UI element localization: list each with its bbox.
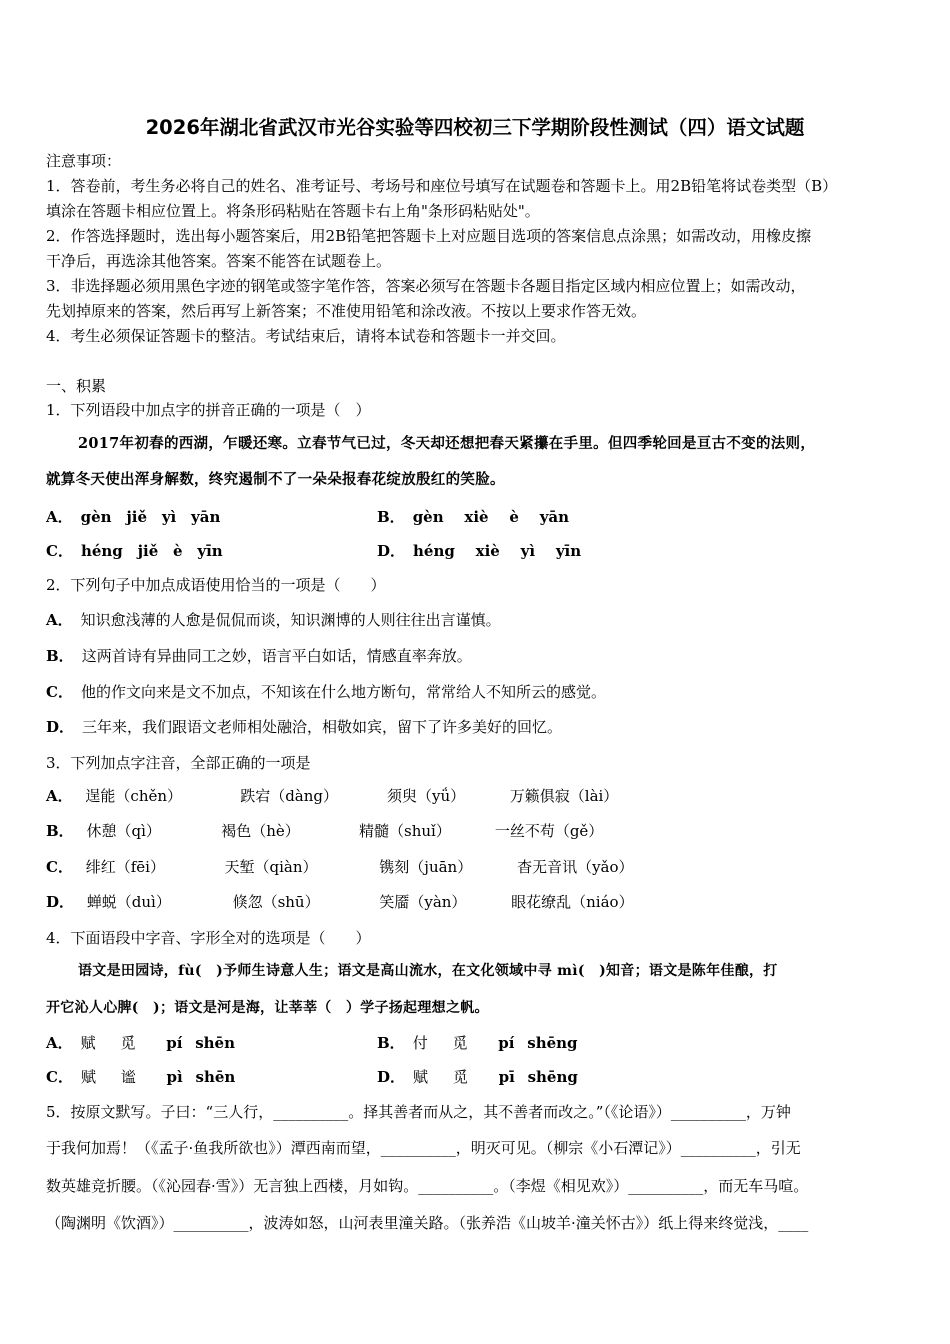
- option-item: 觅: [452, 1068, 468, 1086]
- pinyin: pí: [166, 1034, 183, 1052]
- option-text: 三年来，我们跟语文老师相处融洽，相敬如宾，留下了许多美好的回忆。: [82, 718, 563, 736]
- pinyin: yì: [161, 508, 177, 526]
- pinyin: yīn: [197, 542, 223, 560]
- pinyin: héng: [80, 542, 123, 560]
- question-1-passage: 2017年初春的西湖，乍暖还寒。立春节气已过，冬天却还想把春天紧攥在手里。但四季轮回是亘古不变的法则，: [78, 435, 816, 452]
- question-3-stem: 3．下列加点字注音，全部正确的一项是: [46, 754, 311, 772]
- q1-option-d[interactable]: D． héng xiè yì yīn: [377, 542, 582, 560]
- pinyin: shēng: [527, 1068, 578, 1086]
- q3-option-b[interactable]: B． 休憩（qì） 褐色（hè） 精髓（shuǐ） 一丝不苟（gě）: [46, 822, 604, 840]
- q1-option-c[interactable]: C． héng jiě è yīn: [46, 542, 223, 560]
- q4-option-d[interactable]: D． 赋 觅 pī shēng: [377, 1068, 578, 1086]
- option-item: 跌宕（dàng）: [240, 787, 339, 805]
- option-item: 绯红（fēi）: [85, 858, 165, 876]
- notice-line: 填涂在答题卡相应位置上。将条形码粘贴在答题卡右上角"条形码粘贴处"。: [46, 202, 540, 220]
- pinyin: pī: [498, 1068, 515, 1086]
- question-1-stem: 1．下列语段中加点字的拼音正确的一项是（ ）: [46, 401, 371, 419]
- question-2-stem: 2．下列句子中加点成语使用恰当的一项是（ ）: [46, 576, 386, 594]
- question-4-passage: 开它沁人心脾( )；语文是河是海，让莘莘（ ）学子扬起理想之帆。: [46, 1000, 489, 1016]
- option-item: 付: [412, 1034, 428, 1052]
- pinyin: xiè: [464, 508, 489, 526]
- option-text: 这两首诗有异曲同工之妙，语言平白如话，情感直率奔放。: [81, 647, 472, 665]
- q2-option-a[interactable]: A． 知识愈浅薄的人愈是侃侃而谈，知识渊博的人则往往出言谨慎。: [46, 611, 501, 629]
- q1-option-b[interactable]: B． gèn xiè è yān: [377, 508, 570, 526]
- option-item: 倏忽（shū）: [232, 893, 320, 911]
- pinyin: yān: [539, 508, 570, 526]
- notice-line: 干净后，再选涂其他答案。答案不能答在试题卷上。: [46, 252, 392, 270]
- q2-option-c[interactable]: C． 他的作文向来是文不加点，不知该在什么地方断句，常常给人不知所云的感觉。: [46, 683, 606, 701]
- question-1-passage: 就算冬天使出浑身解数，终究遏制不了一朵朵报春花绽放殷红的笑脸。: [46, 471, 505, 488]
- pinyin: pí: [498, 1034, 515, 1052]
- option-item: 一丝不苟（gě）: [494, 822, 604, 840]
- option-item: 万籁俱寂（lài）: [509, 787, 619, 805]
- pinyin: jiě: [126, 508, 148, 526]
- option-item: 赋: [413, 1068, 429, 1086]
- pinyin: è: [509, 508, 519, 526]
- option-item: 赋: [80, 1068, 96, 1086]
- q2-option-b[interactable]: B． 这两首诗有异曲同工之妙，语言平白如话，情感直率奔放。: [46, 647, 472, 665]
- pinyin: xiè: [475, 542, 500, 560]
- pinyin: pì: [166, 1068, 183, 1086]
- option-item: 觅: [452, 1034, 468, 1052]
- notice-line: 3．非选择题必须用黑色字迹的钢笔或签字笔作答，答案必须写在答题卡各题目指定区域内相应位置上；如需改动，: [46, 277, 806, 295]
- option-item: 天堑（qiàn）: [224, 858, 318, 876]
- option-item: 精髓（shuǐ）: [359, 822, 451, 840]
- option-item: 杳无音讯（yǎo）: [517, 858, 634, 876]
- q3-option-d[interactable]: D． 蝉蜕（duì） 倏忽（shū） 笑靥（yàn） 眼花缭乱（niáo）: [46, 893, 634, 911]
- notice-line: 1．答卷前，考生务必将自己的姓名、准考证号、考场号和座位号填写在试题卷和答题卡上。用2B铅笔将试卷类型（B）: [46, 177, 838, 195]
- q4-option-b[interactable]: B． 付 觅 pí shēng: [377, 1034, 578, 1052]
- q1-option-a[interactable]: A． gèn jiě yì yān: [46, 508, 221, 526]
- page-title: 2026年湖北省武汉市光谷实验等四校初三下学期阶段性测试（四）语文试题: [145, 116, 805, 139]
- question-5-line: 5．按原文默写。子曰：“三人行，__________。择其善者而从之，其不善者而改之。”（《论语》）__________，万钟: [46, 1103, 791, 1121]
- pinyin: gèn: [412, 508, 444, 526]
- pinyin: jiě: [137, 542, 159, 560]
- question-4-passage: 语文是田园诗，fù( )予师生诗意人生；语文是高山流水，在文化领域中寻 mì( )知音；语文是陈年佳酿，打: [78, 963, 778, 979]
- pinyin: è: [173, 542, 183, 560]
- question-5-line: 于我何加焉！（《孟子·鱼我所欲也》）潭西南而望，__________，明灭可见。（柳宗《小石潭记》）__________，引无: [46, 1139, 801, 1157]
- question-5-line: 数英雄竞折腰。（《沁园春·雪》）无言独上西楼，月如钩。__________。（李煜《相见欢》）__________，而无车马喧。: [46, 1177, 809, 1195]
- option-item: 逞能（chěn）: [85, 787, 183, 805]
- q4-option-a[interactable]: A． 赋 觅 pí shēn: [46, 1034, 236, 1052]
- pinyin: yīn: [555, 542, 582, 560]
- option-item: 褐色（hè）: [221, 822, 300, 840]
- pinyin: yì: [520, 542, 536, 560]
- q4-option-c[interactable]: C． 赋 谧 pì shēn: [46, 1068, 236, 1086]
- question-4-stem: 4．下面语段中字音、字形全对的选项是（ ）: [46, 929, 371, 947]
- pinyin: shēn: [195, 1034, 236, 1052]
- section-heading: 一、积累: [46, 377, 107, 395]
- q3-option-c[interactable]: C． 绯红（fēi） 天堑（qiàn） 镌刻（juān） 杳无音讯（yǎo）: [46, 858, 634, 876]
- option-item: 赋: [80, 1034, 96, 1052]
- notice-line: 先划掉原来的答案，然后再写上新答案；不准使用铅笔和涂改液。不按以上要求作答无效。: [46, 302, 647, 320]
- notice-line: 2．作答选择题时，选出每小题答案后，用2B铅笔把答题卡上对应题目选项的答案信息点涂黑；如需改动，用橡皮擦: [46, 227, 812, 245]
- option-item: 笑靥（yàn）: [379, 893, 467, 911]
- notice-heading: 注意事项：: [46, 152, 122, 170]
- option-item: 镌刻（juān）: [379, 858, 473, 876]
- pinyin: shēng: [527, 1034, 578, 1052]
- option-item: 须臾（yǘ）: [386, 787, 466, 805]
- pinyin: gèn: [80, 508, 112, 526]
- option-item: 休憩（qì）: [86, 822, 161, 840]
- option-item: 眼花缭乱（niáo）: [511, 893, 634, 911]
- option-item: 谧: [120, 1068, 136, 1086]
- pinyin: shēn: [195, 1068, 236, 1086]
- question-5-line: （陶渊明《饮酒》）__________，波涛如怒，山河表里潼关路。（张养浩《山坡羊·潼关怀古》）纸上得来终觉浅，____: [46, 1214, 809, 1232]
- option-item: 觅: [120, 1034, 136, 1052]
- option-text: 他的作文向来是文不加点，不知该在什么地方断句，常常给人不知所云的感觉。: [80, 683, 606, 701]
- q2-option-d[interactable]: D． 三年来，我们跟语文老师相处融洽，相敬如宾，留下了许多美好的回忆。: [46, 718, 563, 736]
- option-text: 知识愈浅薄的人愈是侃侃而谈，知识渊博的人则往往出言谨慎。: [80, 611, 501, 629]
- pinyin: héng: [413, 542, 455, 560]
- pinyin: yān: [191, 508, 221, 526]
- notice-line: 4．考生必须保证答题卡的整洁。考试结束后，请将本试卷和答题卡一并交回。: [46, 327, 566, 345]
- q3-option-a[interactable]: A． 逞能（chěn） 跌宕（dàng） 须臾（yǘ） 万籁俱寂（lài）: [46, 787, 619, 805]
- option-item: 蝉蜕（duì）: [86, 893, 171, 911]
